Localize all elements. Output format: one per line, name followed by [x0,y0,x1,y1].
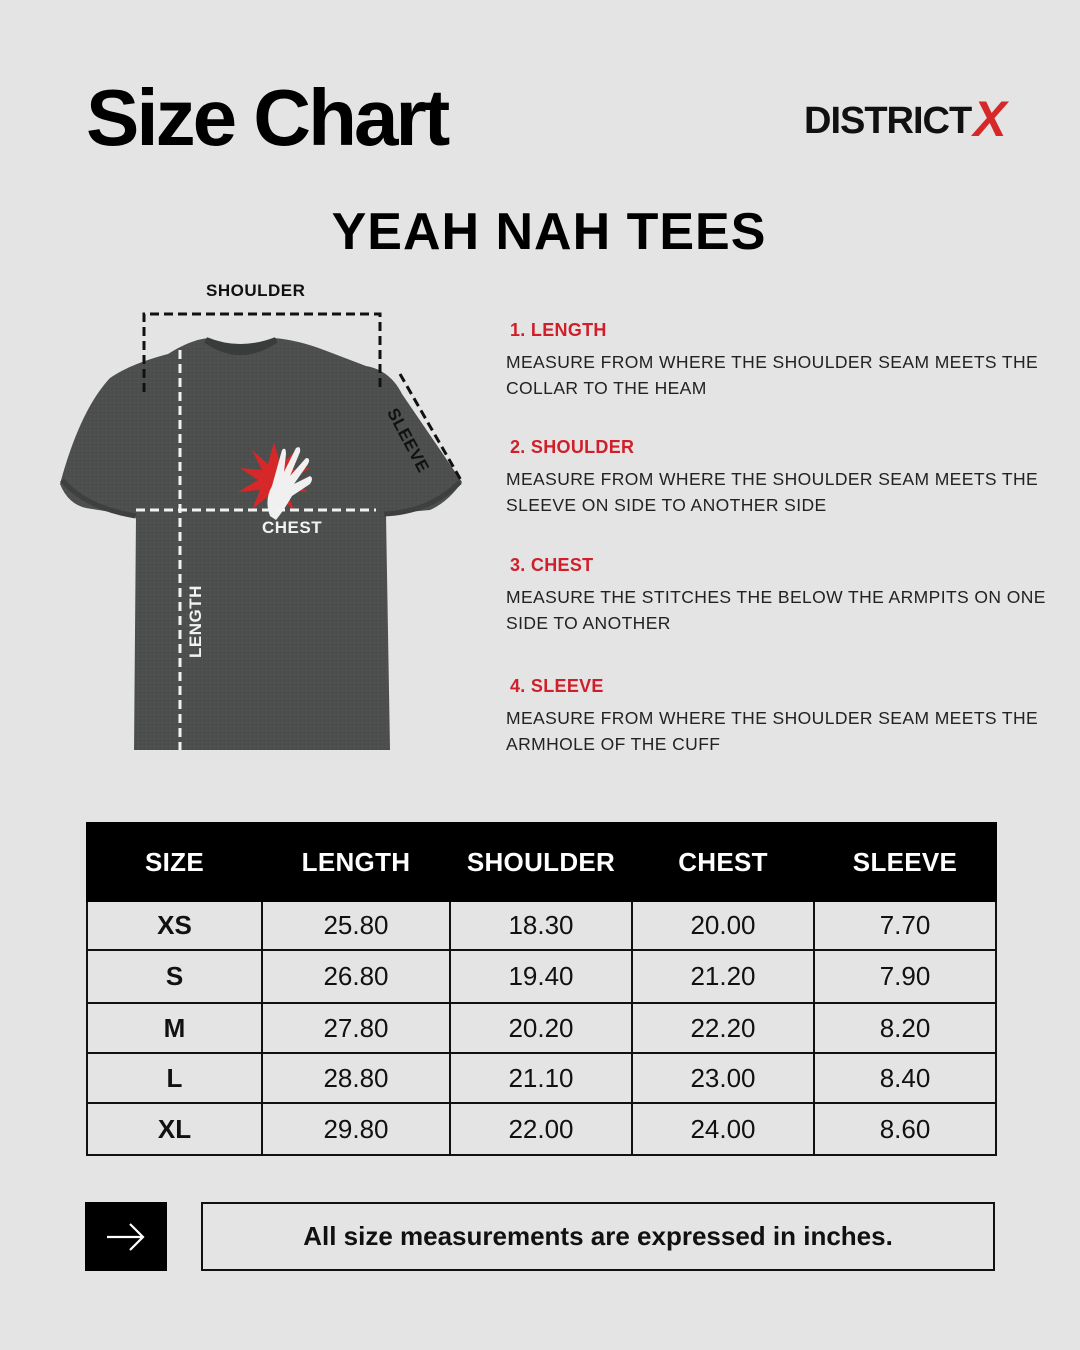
sleeve-label: SLEEVE [383,405,433,476]
table-row [87,1003,996,1053]
table-cell: 25.80 [262,901,450,950]
brand-word: DISTRICT [804,100,972,142]
table-cell: 20.00 [632,901,814,950]
tshirt-body [60,338,462,750]
table-cell: 27.80 [262,1003,450,1053]
table-cell: 8.40 [814,1053,996,1103]
arrow-right-icon [105,1222,147,1252]
table-cell: M [87,1003,262,1053]
table-cell: 24.00 [632,1103,814,1155]
instruction-text: MEASURE THE STITCHES THE BELOW THE ARMPITS ON ONE SIDE TO ANOTHER [506,587,1046,633]
column-header: SIZE [87,823,262,901]
table-cell: 29.80 [262,1103,450,1155]
product-title: YEAH NAH TEES [331,203,767,261]
column-header: SLEEVE [814,823,996,901]
table-cell: 21.20 [632,950,814,1003]
instruction-sleeve [506,676,1051,757]
table-row [87,950,996,1003]
instruction-length [506,320,1051,401]
instruction-title: 2. SHOULDER [510,437,635,457]
instruction-shoulder [506,437,1051,518]
arrow-button [85,1202,167,1271]
column-header: CHEST [632,823,814,901]
instruction-chest [506,555,1051,636]
table-cell: 19.40 [450,950,632,1003]
table-cell: 18.30 [450,901,632,950]
instruction-text: MEASURE FROM WHERE THE SHOULDER SEAM MEETS THE SLEEVE ON SIDE TO ANOTHER SIDE [506,469,1039,515]
table-cell: 8.20 [814,1003,996,1053]
column-header: SHOULDER [450,823,632,901]
measurement-diagram [50,270,490,770]
table-cell: 22.00 [450,1103,632,1155]
instruction-text: MEASURE FROM WHERE THE SHOULDER SEAM MEETS THE ARMHOLE OF THE CUFF [506,708,1039,754]
size-table [86,822,997,1156]
table-cell: 22.20 [632,1003,814,1053]
instruction-text: MEASURE FROM WHERE THE SHOULDER SEAM MEETS THE COLLAR TO THE HEAM [506,352,1039,398]
table-cell: S [87,950,262,1003]
instruction-title: 1. LENGTH [510,320,607,340]
length-label: LENGTH [186,585,205,658]
page-title: Size Chart [86,73,448,162]
table-cell: 7.90 [814,950,996,1003]
table-cell: 20.20 [450,1003,632,1053]
table-row [87,1103,996,1155]
units-note: All size measurements are expressed in inches. [201,1202,995,1271]
column-header: LENGTH [262,823,450,901]
chest-label: CHEST [262,518,323,537]
table-cell: 8.60 [814,1103,996,1155]
table-cell: 28.80 [262,1053,450,1103]
table-cell: XL [87,1103,262,1155]
table-cell: XS [87,901,262,950]
brand-logo [804,91,1007,147]
shoulder-label: SHOULDER [206,281,306,300]
table-cell: 21.10 [450,1053,632,1103]
table-cell: 26.80 [262,950,450,1003]
instruction-title: 3. CHEST [510,555,594,575]
table-cell: 7.70 [814,901,996,950]
brand-mark: X [973,91,1007,147]
table-row [87,1053,996,1103]
table-header-row [87,823,996,901]
instruction-title: 4. SLEEVE [510,676,604,696]
table-cell: 23.00 [632,1053,814,1103]
table-row [87,901,996,950]
table-cell: L [87,1053,262,1103]
